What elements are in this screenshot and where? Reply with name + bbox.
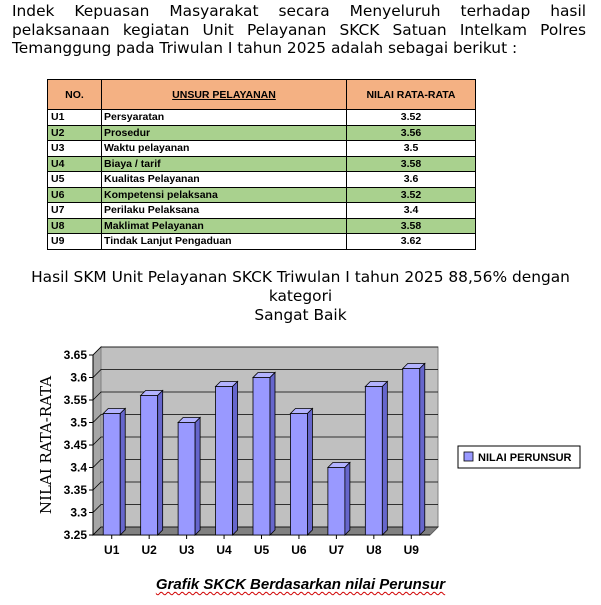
cell-unsur: Kualitas Pelayanan [102,172,347,188]
summary-line-2: Sangat Baik [254,306,347,324]
bar-side [120,409,125,536]
x-tick-label: U1 [104,543,120,557]
x-tick-label: U9 [403,543,419,557]
bar [290,414,307,536]
intro-paragraph: Indek Kepuasan Masyarakat secara Menyeluruh terhadap hasil pelaksanaan kegiatan Unit Pelayanan SKCK Satuan Intelkam Polres Temanggung pada Triwulan I tahun 2025 adalah sebagai berikut : [12,2,586,57]
bar-side [307,409,312,536]
x-tick-label: U5 [253,543,270,557]
cell-no: U9 [48,234,102,250]
x-tick-label: U2 [141,543,157,557]
table-row [48,234,476,250]
cell-unsur: Maklimat Pelayanan [102,218,347,234]
cell-nilai: 3.58 [347,218,476,234]
cell-no: U7 [48,203,102,219]
cell-nilai: 3.52 [347,110,476,126]
table-header-row [48,80,476,110]
x-tick-label: U3 [178,543,195,557]
cell-nilai: 3.58 [347,156,476,172]
legend-label: NILAI PERUNSUR [478,452,572,464]
cell-unsur: Kompetensi pelaksana [102,187,347,203]
header-unsur: UNSUR PELAYANAN [102,80,347,110]
table-row [48,203,476,219]
y-tick-label: 3.45 [63,438,87,452]
cell-no: U5 [48,172,102,188]
cell-no: U4 [48,156,102,172]
bar-side [270,373,275,536]
cell-unsur: Prosedur [102,125,347,141]
y-tick-label: 3.65 [63,348,87,362]
cell-nilai: 3.6 [347,172,476,188]
table-row [48,125,476,141]
y-tick-label: 3.6 [70,370,87,385]
chart-caption-text: Grafik SKCK Berdasarkan nilai Perunsur [155,576,446,593]
bar [365,387,382,536]
cell-nilai: 3.52 [347,187,476,203]
bar [403,369,420,536]
bar-side [420,364,425,536]
y-tick-label: 3.3 [70,505,87,520]
y-tick-label: 3.5 [70,415,87,430]
x-tick-label: U6 [291,543,307,557]
cell-unsur: Persyaratan [102,110,347,126]
bar [253,378,270,536]
service-table [47,79,476,250]
cell-no: U6 [48,187,102,203]
table-row [48,156,476,172]
x-tick-label: U4 [216,543,232,557]
bar [141,396,158,536]
table-row [48,218,476,234]
cell-no: U2 [48,125,102,141]
bar [216,387,233,536]
bar [178,423,195,536]
header-no: NO. [48,80,102,110]
table-row [48,187,476,203]
cell-unsur: Perilaku Pelaksana [102,203,347,219]
summary-text [0,268,601,325]
y-tick-label: 3.4 [70,460,87,475]
cell-unsur: Biaya / tarif [102,156,347,172]
table-row [48,172,476,188]
bar [103,414,120,536]
cell-nilai: 3.62 [347,234,476,250]
bar-chart [0,330,601,570]
cell-no: U8 [48,218,102,234]
bar-side [382,382,387,536]
table-row [48,141,476,157]
bar-side [233,382,238,536]
bar-side [345,463,350,536]
y-tick-label: 3.35 [63,483,87,497]
cell-no: U1 [48,110,102,126]
x-tick-label: U7 [328,543,345,557]
cell-nilai: 3.5 [347,141,476,157]
y-axis-label: NILAI RATA-RATA [37,375,55,515]
cell-unsur: Waktu pelayanan [102,141,347,157]
y-tick-label: 3.55 [63,393,87,407]
header-nilai: NILAI RATA-RATA [347,80,476,110]
cell-no: U3 [48,141,102,157]
cell-nilai: 3.56 [347,125,476,141]
chart-caption [0,576,601,593]
y-tick-label: 3.25 [63,528,87,542]
cell-nilai: 3.4 [347,203,476,219]
x-tick-label: U8 [366,543,382,557]
table-row [48,110,476,126]
bar [328,468,345,536]
summary-line-1: Hasil SKM Unit Pelayanan SKCK Triwulan I tahun 2025 88,56% dengan kategori [31,268,570,305]
bar-side [158,391,163,536]
legend-swatch [464,452,473,461]
bar-side [195,418,200,536]
cell-unsur: Tindak Lanjut Pengaduan [102,234,347,250]
